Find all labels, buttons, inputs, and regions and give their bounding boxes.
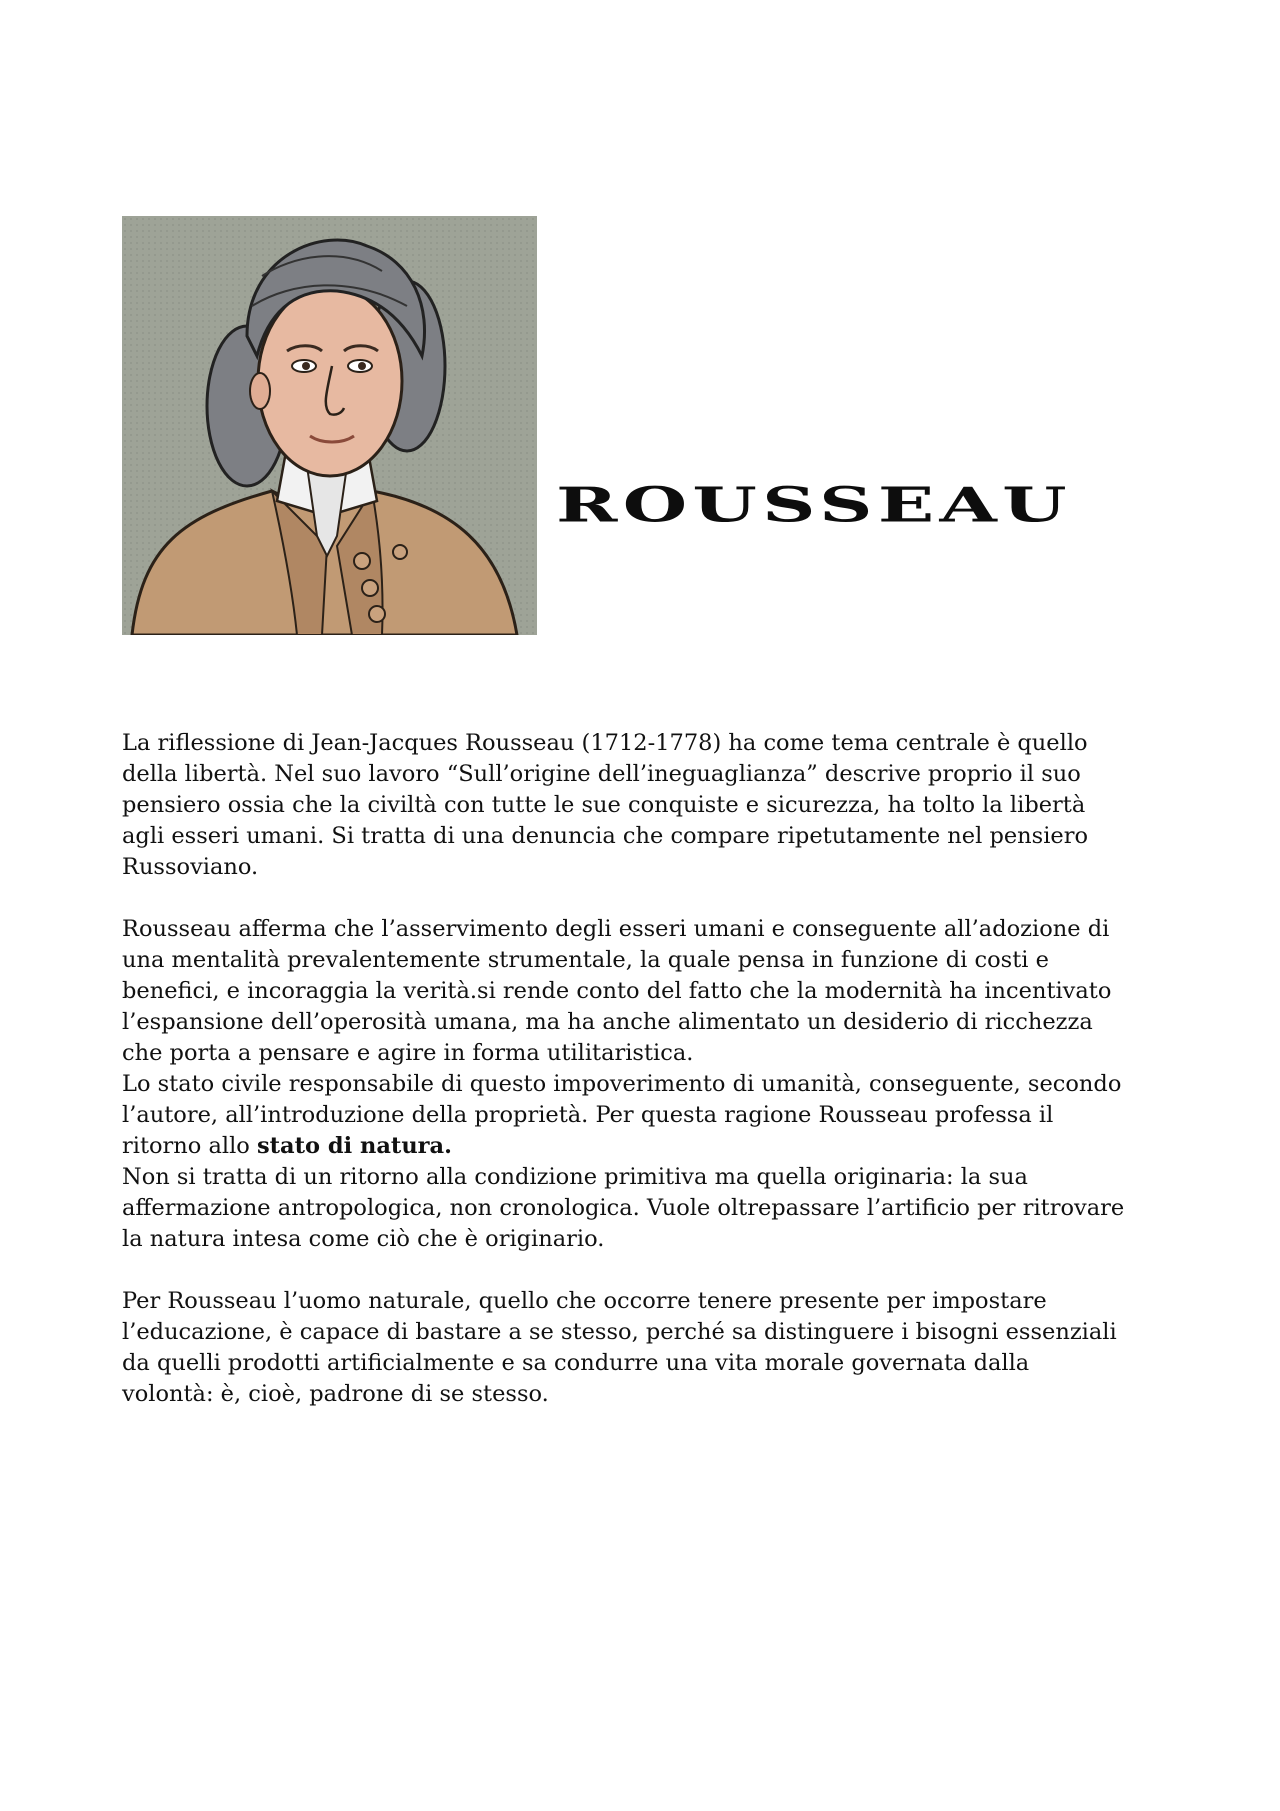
bold-phrase: stato di natura. [257, 1133, 452, 1159]
paragraph: La riflessione di Jean-Jacques Rousseau (1712-1778) ha come tema centrale è quello della libertà. Nel suo lavoro “Sull’origine dell’ineguaglianza” descrive proprio il suo pensiero ossia che la civiltà con tutte le sue conquiste e sicurezza, ha tolto la libertà agli esseri umani. Si tratta di una denuncia che compare ripetutamente nel pensiero Russoviano. [122, 730, 1089, 880]
paragraph-text: Lo stato civile responsabile di questo impoverimento di umanità, conseguente, secondo l’autore, all’introduzione della proprietà. Per questa ragione Rousseau professa il ritorno allo [122, 1071, 1122, 1159]
paragraph: Rousseau afferma che l’asservimento degli esseri umani e conseguente all’adozione di una mentalità prevalentemente strumentale, la quale pensa in funzione di costi e benefici, e incoraggia la verità.si rende conto del fatto che la modernità ha incentivato l’espansione dell’operosità umana, ma ha anche alimentato un desiderio di ricchezza che porta a pensare e agire in forma utilitaristica. [122, 916, 1112, 1066]
paragraph [122, 1069, 1172, 1162]
portrait-image [122, 216, 537, 635]
document-body [122, 728, 1172, 1410]
paragraph: Per Rousseau l’uomo naturale, quello che occorre tenere presente per impostare l’educazione, è capace di bastare a se stesso, perché sa distinguere i bisogni essenziali da quelli prodotti artificialmente e sa condurre una vita morale governata dalla volontà: è, cioè, padrone di se stesso. [122, 1288, 1117, 1407]
document-title: ROUSSEAU [556, 476, 1072, 534]
rousseau-portrait-illustration [122, 216, 537, 635]
paragraph: Non si tratta di un ritorno alla condizione primitiva ma quella originaria: la sua affermazione antropologica, non cronologica. Vuole oltrepassare l’artificio per ritrovare la natura intesa come ciò che è originario. [122, 1164, 1125, 1252]
